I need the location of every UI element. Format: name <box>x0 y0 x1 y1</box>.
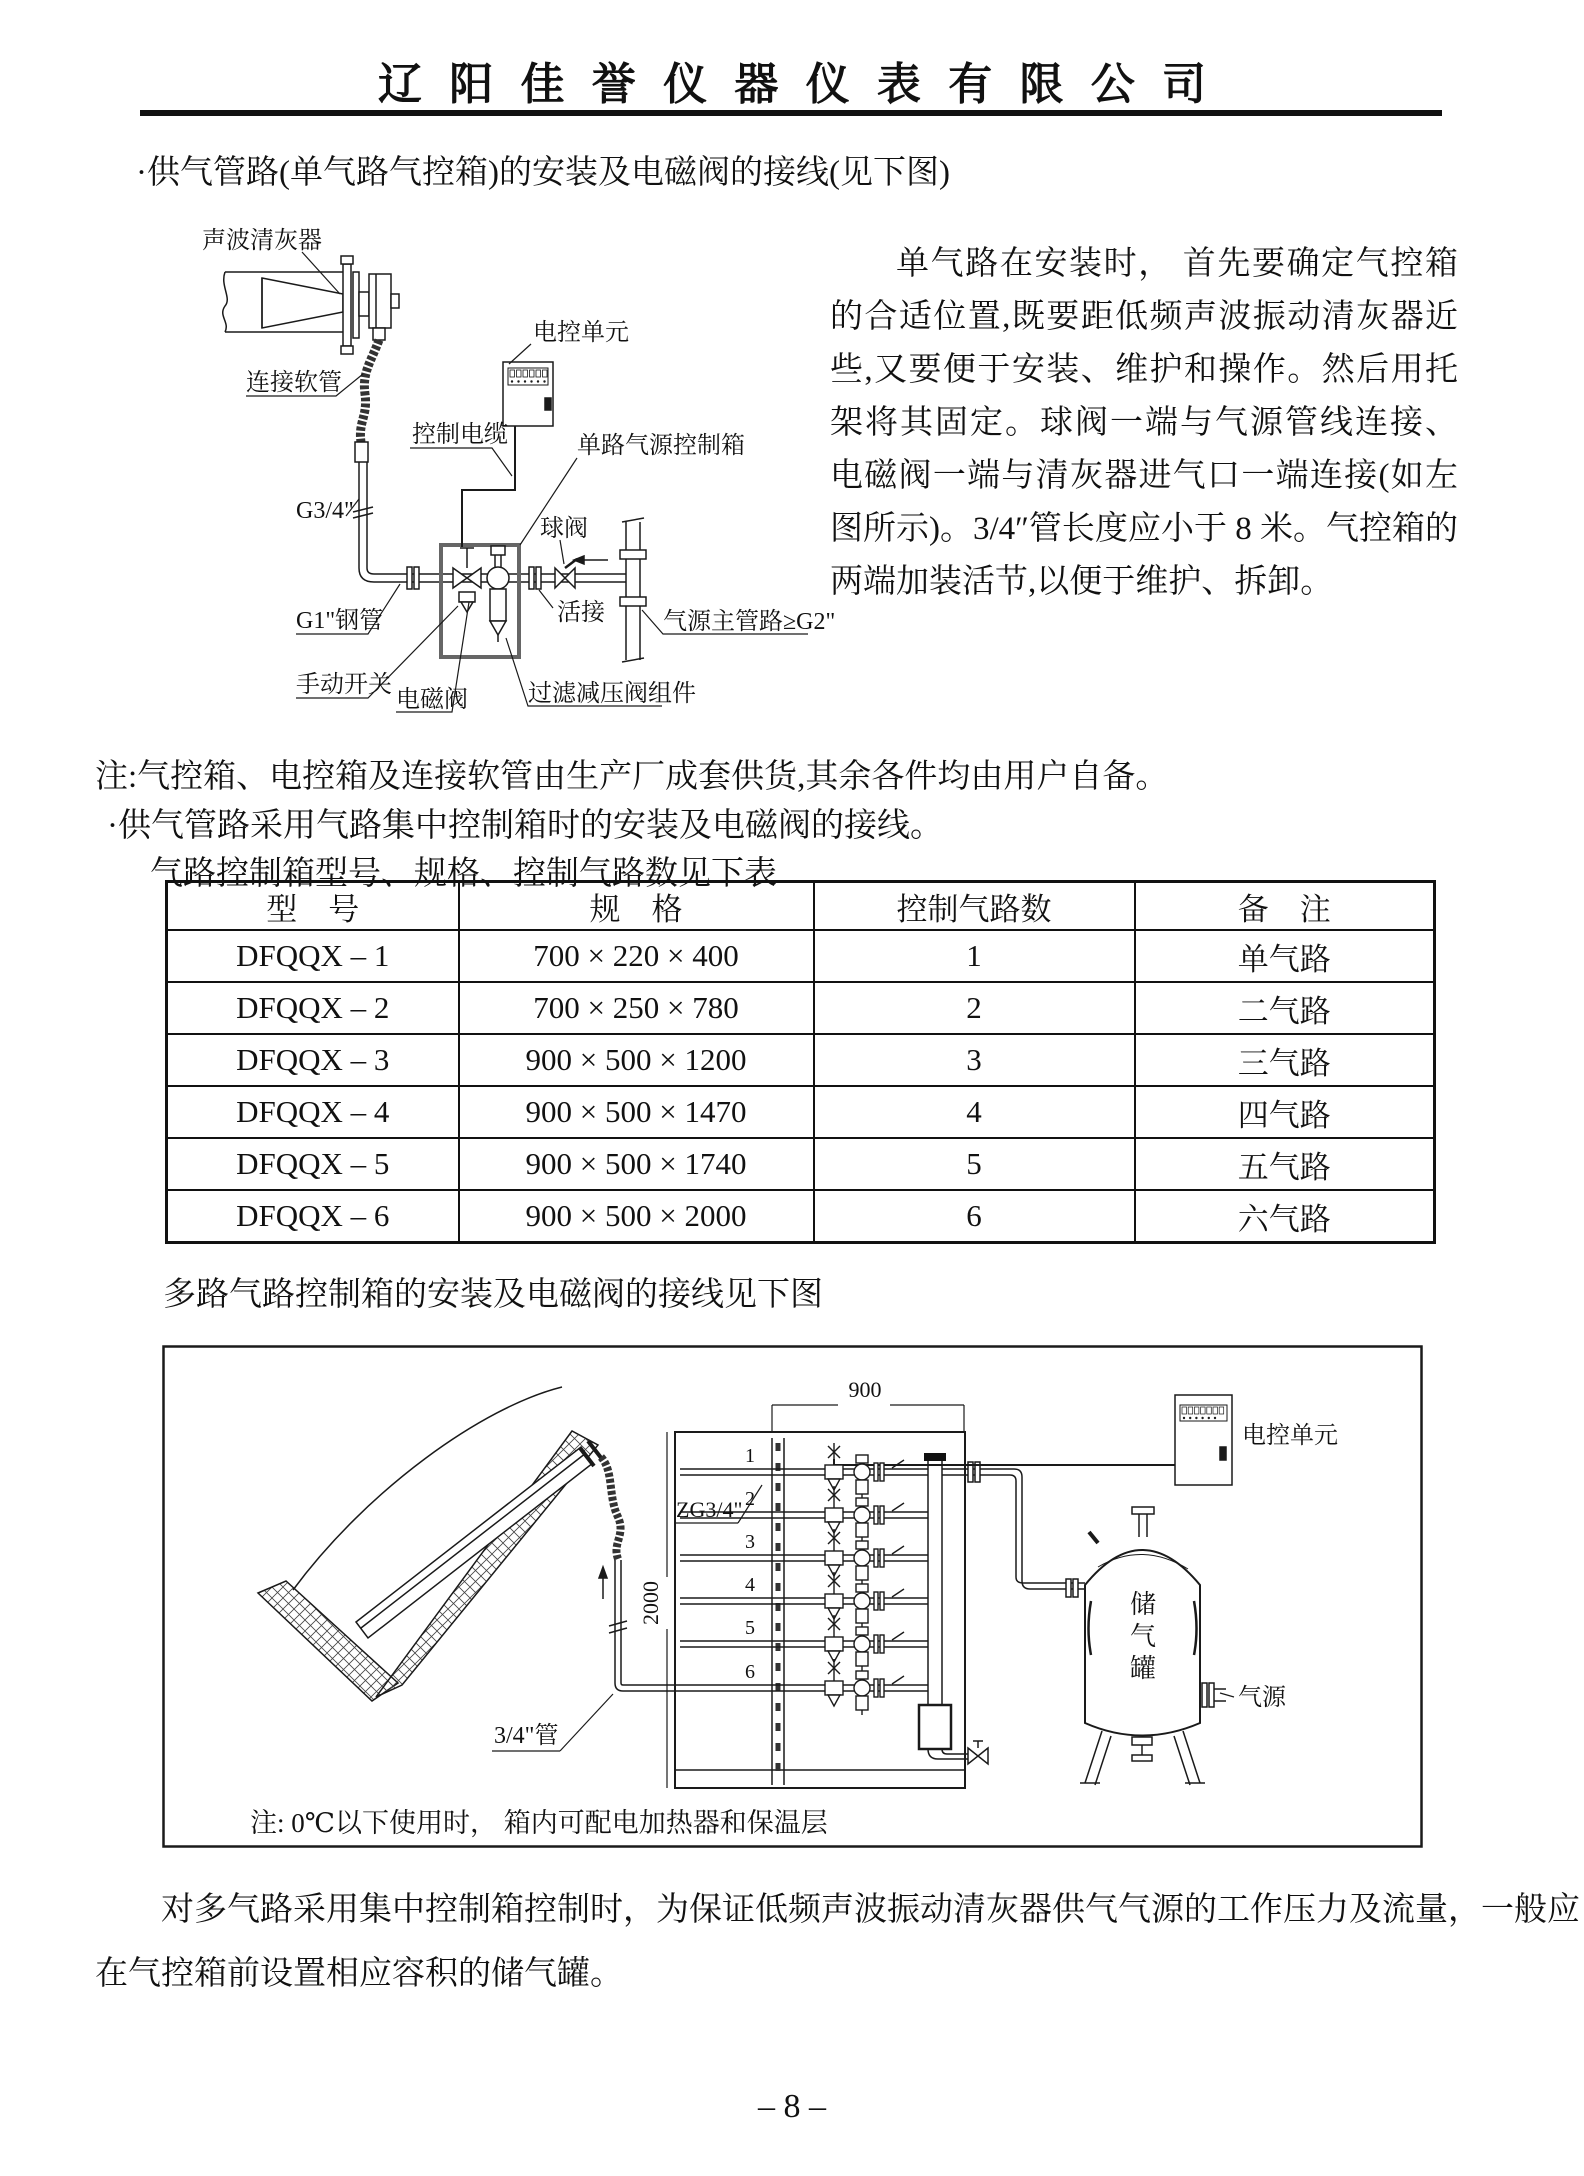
dim-2000-label: 2000 <box>638 1581 663 1625</box>
sonic-cleaner-label: 声波清灰器 <box>202 228 322 254</box>
flexible-hose <box>360 340 379 442</box>
table-header-row <box>167 882 1435 931</box>
closing-line1: 对多气路采用集中控制箱控制时，为保证低频声波振动清灰器供气气源的工作压力及流量，一般应 <box>161 1892 1580 1928</box>
tank-label-char: 罐 <box>1129 1654 1157 1683</box>
outlet-pipe <box>942 1462 1085 1597</box>
flow-arrow <box>574 556 584 564</box>
cell: 4 <box>814 1086 1135 1138</box>
valve-row <box>680 1443 928 1499</box>
valve-row <box>680 1529 928 1585</box>
cell: DFQQX – 4 <box>167 1086 459 1138</box>
closing-line2: 在气控箱前设置相应容积的储气罐。 <box>95 1956 623 1992</box>
ecu-label: 电控单元 <box>533 320 629 346</box>
section2-bullet: ·供气管路采用气路集中控制箱时的安装及电磁阀的接线。 <box>107 808 943 844</box>
col-lines: 控制气路数 <box>814 882 1135 931</box>
cell: 900 × 500 × 1200 <box>459 1034 814 1086</box>
diagram1-leaders <box>246 252 808 712</box>
duct-wall <box>223 272 343 332</box>
filter-label: 过滤减压阀组件 <box>528 681 696 707</box>
header-rule <box>140 110 1442 116</box>
zg34-label: ZG3/4" <box>676 1497 743 1522</box>
col-model: 型 号 <box>167 882 459 931</box>
diagram2-linework <box>164 1347 1422 1847</box>
page-number: – 8 – <box>758 2088 826 2125</box>
closing-paragraph <box>95 1878 1580 2006</box>
union-label: 活接 <box>557 600 605 626</box>
table-row <box>167 1034 1435 1086</box>
cell: 5 <box>814 1138 1135 1190</box>
section1-note: 注:气控箱、电控箱及连接软管由生产厂成套供货,其余各件均由用户自备。 <box>95 759 1169 795</box>
cell: DFQQX – 6 <box>167 1190 459 1243</box>
cell: 二气路 <box>1135 982 1435 1034</box>
valve-row <box>680 1659 928 1715</box>
main-supply-pipe <box>620 518 646 662</box>
diagram2-border <box>164 1347 1422 1847</box>
section1-heading: ·供气管路(单气路气控箱)的安装及电磁阀的接线(见下图) <box>136 155 950 191</box>
control-cable-label: 控制电缆 <box>412 422 508 448</box>
cell: 三气路 <box>1135 1034 1435 1086</box>
hopper <box>258 1387 602 1701</box>
cell: 700 × 250 × 780 <box>459 982 814 1034</box>
cell: 五气路 <box>1135 1138 1435 1190</box>
line-number: 5 <box>745 1617 755 1639</box>
electric-control-unit-box <box>503 362 553 426</box>
tank-label-char: 气 <box>1129 1622 1157 1651</box>
diagram2-note: 注: 0℃以下使用时， 箱内可配电加热器和保温层 <box>250 1808 828 1838</box>
table-row <box>167 930 1435 982</box>
cell: 6 <box>814 1190 1135 1243</box>
horn-cone <box>262 278 343 328</box>
solenoid-label: 电磁阀 <box>396 687 468 713</box>
single-line-install-diagram <box>140 210 860 720</box>
table-row <box>167 1190 1435 1243</box>
line-number: 1 <box>745 1445 755 1467</box>
control-wire <box>834 1459 1175 1465</box>
manifold <box>919 1453 988 1764</box>
cell: 六气路 <box>1135 1190 1435 1243</box>
g34-label: G3/4" <box>296 498 354 524</box>
control-box-spec-table <box>165 880 1436 1244</box>
control-box-label: 单路气源控制箱 <box>577 433 745 459</box>
cell: 3 <box>814 1034 1135 1086</box>
flex-hose-label: 连接软管 <box>246 370 342 396</box>
section2-subheading: 气路控制箱型号、规格、控制气路数见下表 <box>150 856 777 892</box>
cell: 700 × 220 × 400 <box>459 930 814 982</box>
cell: 单气路 <box>1135 930 1435 982</box>
cell: DFQQX – 3 <box>167 1034 459 1086</box>
cell: 900 × 500 × 2000 <box>459 1190 814 1243</box>
table-row <box>167 1086 1435 1138</box>
valve-row <box>680 1615 928 1671</box>
flexible-hose <box>601 1457 621 1559</box>
col-remark: 备 注 <box>1135 882 1435 931</box>
cell: DFQQX – 1 <box>167 930 459 982</box>
line-number: 3 <box>745 1531 755 1553</box>
line-number: 6 <box>745 1661 755 1683</box>
ecu-label: 电控单元 <box>1242 1423 1338 1449</box>
tank-label-char: 储 <box>1129 1590 1157 1619</box>
solenoid-valve-symbol <box>453 548 481 612</box>
cell: 2 <box>814 982 1135 1034</box>
col-spec: 规 格 <box>459 882 814 931</box>
cell: 900 × 500 × 1470 <box>459 1086 814 1138</box>
manual-switch-label: 手动开关 <box>296 672 392 698</box>
dim-900-label: 900 <box>848 1377 882 1402</box>
company-header: 辽阳佳誉仪器仪表有限公司 <box>377 60 1234 109</box>
line-number: 4 <box>745 1574 755 1596</box>
main-pipe-label: 气源主管路≥G2" <box>663 609 836 635</box>
cell: 1 <box>814 930 1135 982</box>
control-cabinet <box>675 1432 965 1788</box>
table-row <box>167 982 1435 1034</box>
line-number: 2 <box>745 1488 755 1510</box>
section2-caption: 多路气路控制箱的安装及电磁阀的接线见下图 <box>163 1277 823 1313</box>
electric-control-unit-box <box>1175 1395 1232 1485</box>
cell: DFQQX – 2 <box>167 982 459 1034</box>
cell: 900 × 500 × 1740 <box>459 1138 814 1190</box>
section1-paragraph: 单气路在安装时， 首先要确定气控箱的合适位置,既要距低频声波振动清灰器近些,又要便于安装、维护和操作。然后用托架将其固定。球阀一端与气源管线连接、 电磁阀一端与清灰器进气口一端连接(如左图所示)。3/4″管长度应小于 8 米。气控箱的两端加装活节,以便于维护、拆卸。 <box>830 246 1458 600</box>
air-source-label: 气源 <box>1238 1685 1286 1711</box>
valve-row <box>680 1572 928 1628</box>
g1-pipe-label: G1"钢管 <box>296 608 384 634</box>
table-row <box>167 1138 1435 1190</box>
multi-line-install-diagram <box>162 1345 1423 1848</box>
filter-regulator-symbol <box>487 546 509 642</box>
sonic-cleaner-body <box>369 274 391 328</box>
pipe34-label: 3/4"管 <box>494 1723 559 1749</box>
cell: DFQQX – 5 <box>167 1138 459 1190</box>
cell: 四气路 <box>1135 1086 1435 1138</box>
ball-valve-label: 球阀 <box>540 516 588 542</box>
